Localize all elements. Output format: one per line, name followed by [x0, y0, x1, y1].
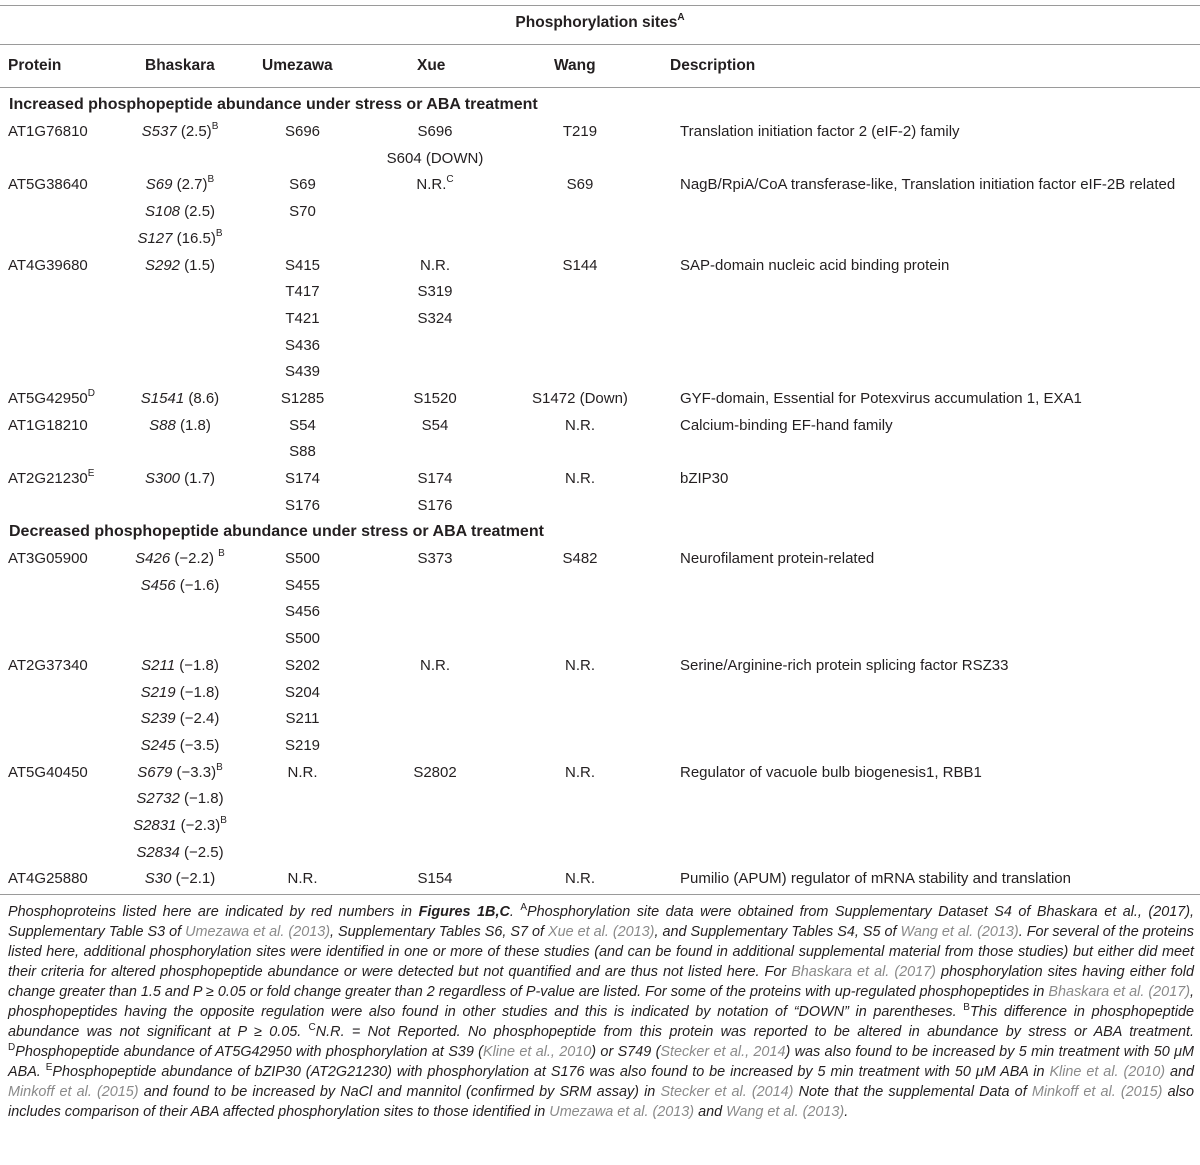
site-id: S245 [140, 736, 176, 754]
bhaskara-site [145, 466, 215, 493]
fold-change: (−1.8) [175, 683, 220, 701]
footnote-mark: B [215, 227, 223, 239]
umezawa-cell [245, 466, 360, 519]
table-row [0, 546, 1200, 653]
wang-cell [510, 866, 650, 893]
description-cell [650, 172, 1200, 252]
table-row [0, 253, 1200, 387]
protein-id-text: AT2G21230 [8, 470, 88, 488]
protein-cell [0, 413, 115, 466]
bhaskara-site [146, 172, 214, 199]
protein-id-text: AT1G76810 [8, 123, 88, 140]
wang-cell [510, 760, 650, 867]
fold-change: (−1.8) [175, 656, 219, 674]
wang-cell [510, 546, 650, 653]
xue-site [413, 386, 456, 413]
footnote-mark: B [211, 121, 219, 132]
wang-cell [510, 413, 650, 466]
table-row [0, 466, 1200, 519]
umezawa-site: S69 [289, 176, 316, 194]
bhaskara-cell [115, 119, 245, 172]
bhaskara-site [141, 573, 220, 600]
ref-link[interactable]: Stecker et al. (2014) [660, 1084, 794, 1100]
col-description: Description [670, 57, 756, 74]
protein-cell [0, 253, 115, 387]
protein-id-text: AT4G39680 [8, 256, 88, 274]
umezawa-site: S1285 [280, 390, 325, 408]
bhaskara-cell [115, 653, 245, 760]
umezawa-site: S88 [289, 443, 316, 461]
bhaskara-site [141, 386, 219, 413]
bhaskara-site [145, 866, 215, 893]
umezawa-cell [245, 253, 360, 387]
description-cell [650, 253, 1200, 387]
ref-link[interactable]: Minkoff et al. (2015) [8, 1084, 139, 1100]
protein-cell [0, 760, 115, 867]
site-id: S108 [144, 203, 181, 221]
protein-id-text: AT4G25880 [8, 870, 88, 888]
protein-id-text: AT2G37340 [8, 656, 88, 674]
umezawa-site: S219 [284, 736, 321, 754]
umezawa-site: S500 [284, 630, 321, 648]
site-id: S2834 [136, 843, 180, 861]
protein-id [8, 386, 115, 413]
group-title-footnote-mark: A [677, 11, 685, 23]
bhaskara-cell [115, 760, 245, 867]
bhaskara-site [145, 253, 215, 280]
xue-site-text: S373 [417, 550, 453, 567]
footnote-mark: D [87, 388, 96, 400]
bhaskara-site [137, 760, 223, 787]
description-cell [650, 760, 1200, 867]
bhaskara-cell [115, 466, 245, 519]
fold-change: (2.5) [180, 203, 216, 221]
protein-id-text: AT5G38640 [8, 176, 88, 194]
umezawa-site: S415 [284, 256, 321, 274]
table-row [0, 413, 1200, 466]
wang-site: S482 [562, 550, 598, 567]
xue-cell [360, 413, 510, 466]
ref-link[interactable]: Wang et al. (2013) [900, 924, 1019, 940]
bhaskara-site [142, 119, 219, 146]
site-id: S239 [140, 710, 176, 728]
xue-site [417, 306, 452, 333]
site-id: S456 [140, 576, 176, 594]
umezawa-site: S202 [284, 656, 321, 674]
ref-link[interactable]: Xue et al. (2013) [548, 924, 655, 940]
umezawa-site: S439 [284, 363, 321, 381]
site-id: S2732 [136, 790, 180, 808]
umezawa-site: S176 [284, 496, 321, 514]
xue-site-text: S174 [417, 470, 453, 488]
protein-cell [0, 119, 115, 172]
site-id: S679 [137, 763, 173, 781]
xue-cell [360, 253, 510, 387]
description-cell [650, 653, 1200, 760]
footnote-mark: B [220, 815, 227, 827]
site-id: S219 [140, 683, 176, 701]
umezawa-site: S211 [285, 710, 320, 728]
section-title-decreased: Decreased phosphopeptide abundance under stress or ABA treatment [9, 523, 544, 540]
section-title-increased: Increased phosphopeptide abundance under stress or ABA treatment [9, 96, 538, 113]
xue-site [417, 279, 452, 306]
xue-site-text: S154 [417, 870, 453, 888]
wang-cell [510, 653, 650, 760]
ref-link[interactable]: Umezawa et al. (2013) [549, 1104, 695, 1120]
umezawa-site: N.R. [287, 870, 318, 888]
bhaskara-cell [115, 172, 245, 252]
protein-id [8, 760, 115, 787]
xue-site [417, 493, 452, 520]
umezawa-site: S456 [284, 603, 321, 621]
xue-site [416, 172, 453, 199]
fold-change: (−1.6) [175, 576, 220, 594]
umezawa-site: S204 [284, 683, 321, 701]
umezawa-site: S436 [284, 336, 321, 354]
site-id: S69 [145, 176, 173, 194]
xue-site-text: S54 [421, 416, 449, 434]
table-body-decreased [0, 546, 1200, 893]
description-cell [650, 546, 1200, 653]
fold-change: (1.8) [175, 416, 211, 434]
description-cell [650, 386, 1200, 413]
table-footnote: Phosphoproteins listed here are indicated by red numbers in Figures 1B,C. $^A$Phosphorylation site data were obtained from Supplementary Dataset S4 of Bhaskara et al., (2017), Supplementary Table S3 of Umezawa et al. (2013), Supplementary Tables S6, S7 of Xue et al. (2013), and Supplementary Tables S4, S5 of Wang et al. (2013). For several of the proteins listed here, additional phosphorylation sites were identified in one or more of these studies (and can be found in additional supplemental material from those studies) but either did meet their criteria for altered phosphopeptide abundance or were detected but not quantified and are thus not listed here. For Bhaskara et al. (2017) phosphorylation sites having either fold change greater than 1.5 and P ≥ 0.05 or fold change greater than 2 regardless of P-value are listed. For some of the proteins with up-regulated phosphopeptides in Bhaskara et al. (2017), phosphopeptides having the opposite regulation were also found in other studies and this is indicated by notation of “DOWN” in parentheses. $^B$This difference in phosphopeptide abundance was not significant at P ≥ 0.05. $^C$N.R. = Not Reported. No phosphopeptide from this protein was reported to be altered in abundance by stress or ABA treatment. $^D$Phosphopeptide abundance of AT5G42950 with phosphorylation at S39 (Kline et al., 2010) or S749 (Stecker et al., 2014) was also found to be increased by 5 min treatment with 50 μM ABA. $^E$Phosphopeptide abundance of bZIP30 (AT2G21230) with phosphorylation at S176 was also found to be increased by 5 min treatment with 50 μM ABA in Kline et al. (2010) and Minkoff et al. (2015) and found to be increased by NaCl and mannitol (confirmed by SRM assay) in Stecker et al. (2014) Note that the supplemental Data of Minkoff et al. (2015) also includes comparison of their ABA affected phosphorylation sites to those identified in Umezawa et al. (2013) and Wang et al. (2013). [8, 902, 1195, 1120]
table-body-increased [0, 119, 1200, 520]
footnote-mark: C [446, 174, 454, 186]
protein-description: GYF-domain, Essential for Potexvirus accumulation 1, EXA1 [680, 390, 1082, 408]
umezawa-site: S174 [284, 470, 321, 488]
umezawa-site: S500 [284, 550, 321, 567]
fold-change: (1.7) [180, 470, 216, 488]
xue-site [420, 653, 450, 680]
xue-site-text: S696 [417, 123, 453, 140]
table-row [0, 866, 1200, 893]
protein-id [8, 172, 115, 199]
wang-cell [510, 386, 650, 413]
umezawa-cell [245, 546, 360, 653]
protein-description: NagB/RpiA/CoA transferase-like, Translation initiation factor eIF-2B related [680, 176, 1176, 194]
ref-link[interactable]: Wang et al. (2013) [726, 1104, 845, 1120]
ref-link[interactable]: Kline et al. (2010) [1049, 1064, 1166, 1080]
ref-link[interactable]: Bhaskara et al. (2017) [1048, 984, 1190, 1000]
umezawa-site: T421 [285, 309, 320, 327]
xue-site-text: S2802 [413, 763, 457, 781]
umezawa-site: S54 [289, 416, 316, 434]
fold-change: (−2.1) [171, 870, 216, 888]
site-id: S426 [135, 550, 171, 567]
xue-site [417, 119, 452, 146]
umezawa-cell [245, 653, 360, 760]
footnote-mark: B [218, 548, 225, 559]
table-row [0, 172, 1200, 252]
protein-cell [0, 546, 115, 653]
protein-description: bZIP30 [680, 470, 729, 488]
description-cell [650, 413, 1200, 466]
wang-site: S69 [566, 176, 594, 194]
xue-site-text: N.R. [420, 656, 450, 674]
site-id: S30 [144, 870, 172, 888]
xue-cell [360, 172, 510, 252]
xue-site [420, 253, 450, 280]
footnote-mark: B [216, 761, 223, 773]
umezawa-site: T417 [285, 283, 320, 301]
ref-link[interactable]: Bhaskara et al. (2017) [791, 964, 936, 980]
bhaskara-site [141, 733, 220, 760]
site-id: S300 [144, 470, 181, 488]
site-id: S88 [149, 416, 176, 434]
protein-id [8, 653, 115, 680]
site-id: S2831 [133, 817, 177, 835]
bhaskara-site [136, 840, 223, 867]
footnote-mark: E [87, 468, 95, 480]
umezawa-site: S70 [289, 203, 316, 221]
ref-link[interactable]: Umezawa et al. (2013) [185, 924, 330, 940]
bhaskara-site [137, 226, 222, 253]
protein-description: SAP-domain nucleic acid binding protein [680, 256, 950, 274]
protein-description: Calcium-binding EF-hand family [680, 416, 893, 434]
umezawa-site: S696 [284, 123, 321, 140]
xue-site [417, 546, 452, 573]
wang-site: S144 [562, 256, 598, 274]
bhaskara-cell [115, 386, 245, 413]
top-rule [0, 5, 1200, 6]
bhaskara-site [141, 680, 220, 707]
protein-id [8, 546, 115, 573]
site-id: S537 [141, 123, 177, 140]
xue-site [417, 866, 452, 893]
fold-change: (−2.5) [179, 843, 224, 861]
bhaskara-cell [115, 413, 245, 466]
col-bhaskara: Bhaskara [145, 57, 215, 74]
xue-cell [360, 466, 510, 519]
xue-cell [360, 546, 510, 653]
protein-id-text: AT3G05900 [8, 550, 88, 567]
group-title: Phosphorylation sites [515, 14, 678, 31]
bhaskara-cell [115, 253, 245, 387]
xue-site [417, 466, 452, 493]
description-cell [650, 866, 1200, 893]
protein-cell [0, 653, 115, 760]
xue-site-text: S324 [417, 309, 453, 327]
phosphorylation-sites-header [0, 11, 1200, 32]
wang-site: N.R. [565, 763, 595, 781]
protein-id [8, 866, 115, 893]
col-wang: Wang [554, 57, 596, 74]
protein-cell [0, 866, 115, 893]
site-id: S211 [141, 656, 176, 674]
umezawa-site: S455 [284, 576, 321, 594]
umezawa-cell [245, 760, 360, 867]
fold-change: (−3.3) [172, 763, 217, 781]
description-cell [650, 466, 1200, 519]
umezawa-cell [245, 119, 360, 172]
bhaskara-site [149, 413, 211, 440]
fold-change: (1.5) [180, 256, 216, 274]
ref-link[interactable]: Stecker et al., 2014 [660, 1044, 786, 1060]
xue-site [387, 146, 484, 173]
xue-site-text: S1520 [413, 390, 457, 408]
wang-site: N.R. [565, 470, 595, 488]
protein-cell [0, 172, 115, 252]
ref-link[interactable]: Minkoff et al. (2015) [1031, 1084, 1163, 1100]
protein-description: Serine/Arginine-rich protein splicing factor RSZ33 [680, 656, 1009, 674]
wang-cell [510, 172, 650, 252]
bottom-rule [0, 894, 1200, 895]
protein-id [8, 119, 115, 146]
protein-id [8, 413, 115, 440]
fold-change: (2.5) [176, 123, 212, 140]
xue-site-text: S604 (DOWN) [386, 149, 484, 167]
protein-id-text: AT5G42950 [8, 390, 88, 408]
umezawa-cell [245, 172, 360, 252]
protein-id [8, 466, 115, 493]
fold-change: (−2.3) [176, 817, 221, 835]
bhaskara-site [141, 653, 219, 680]
wang-site: S1472 (Down) [532, 390, 628, 408]
bhaskara-site [136, 786, 223, 813]
col-protein: Protein [8, 57, 62, 74]
xue-cell [360, 866, 510, 893]
bhaskara-site [135, 546, 225, 573]
protein-id-text: AT5G40450 [8, 763, 88, 781]
table-row [0, 653, 1200, 760]
umezawa-cell [245, 866, 360, 893]
protein-cell [0, 466, 115, 519]
xue-site-text: S176 [417, 496, 453, 514]
umezawa-cell [245, 386, 360, 413]
table-row [0, 760, 1200, 867]
protein-description: Regulator of vacuole bulb biogenesis1, RBB1 [680, 763, 982, 781]
fold-change: (16.5) [172, 229, 216, 247]
footnote-mark: B [207, 174, 215, 186]
wang-site: N.R. [565, 656, 595, 674]
fold-change: (−1.8) [179, 790, 224, 808]
protein-id-text: AT1G18210 [8, 416, 88, 434]
site-id: S127 [137, 229, 173, 247]
xue-site-text: N.R. [416, 176, 447, 194]
ref-link[interactable]: Kline et al., 2010 [482, 1044, 592, 1060]
xue-site [422, 413, 449, 440]
xue-cell [360, 386, 510, 413]
table-row [0, 386, 1200, 413]
description-cell [650, 119, 1200, 172]
xue-site [413, 760, 456, 787]
protein-id [8, 253, 115, 280]
xue-cell [360, 760, 510, 867]
table-row [0, 119, 1200, 172]
wang-site: T219 [562, 123, 598, 140]
umezawa-site: N.R. [287, 763, 318, 781]
protein-cell [0, 386, 115, 413]
xue-cell [360, 653, 510, 760]
site-id: S1541 [140, 390, 185, 408]
bhaskara-site [133, 813, 227, 840]
site-id: S292 [144, 256, 181, 274]
fold-change: (−3.5) [175, 736, 220, 754]
wang-site: N.R. [565, 416, 595, 434]
column-header-rule [0, 87, 1200, 88]
protein-description: Pumilio (APUM) regulator of mRNA stability and translation [680, 870, 1071, 888]
fold-change: (−2.2) [170, 550, 219, 567]
bhaskara-site [141, 706, 220, 733]
protein-description: Neurofilament protein-related [680, 550, 875, 567]
bhaskara-cell [115, 546, 245, 653]
fold-change: (8.6) [184, 390, 220, 408]
header-rule [0, 44, 1200, 45]
col-umezawa: Umezawa [262, 57, 333, 74]
xue-cell [360, 119, 510, 172]
wang-cell [510, 253, 650, 387]
xue-site-text: N.R. [420, 256, 450, 274]
bhaskara-site [145, 199, 215, 226]
col-xue: Xue [417, 57, 446, 74]
protein-description: Translation initiation factor 2 (eIF-2) family [680, 123, 960, 140]
umezawa-cell [245, 413, 360, 466]
wang-site: N.R. [565, 870, 595, 888]
xue-site-text: S319 [417, 283, 453, 301]
fold-change: (2.7) [172, 176, 208, 194]
wang-cell [510, 466, 650, 519]
wang-cell [510, 119, 650, 172]
fold-change: (−2.4) [175, 710, 220, 728]
bhaskara-cell [115, 866, 245, 893]
